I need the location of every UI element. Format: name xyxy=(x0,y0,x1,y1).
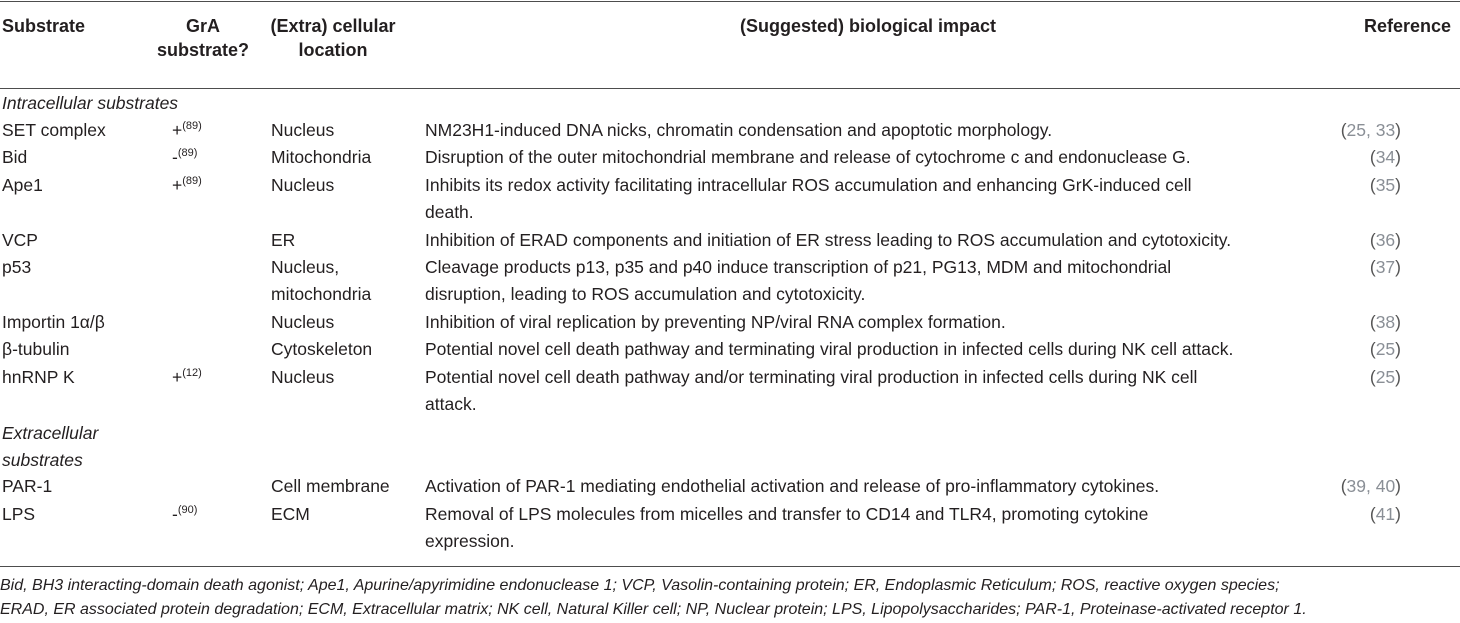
gra-sign: - xyxy=(172,147,178,167)
footnote-line-2: ERAD, ER associated protein degradation; ECM, Extracellular matrix; NK cell, Natural Killer cell; NP, Nuclear protein; LPS, Lipopolysaccharides; PAR-1, Proteinase-activated receptor 1. xyxy=(0,601,1307,618)
location-line: mitochondria xyxy=(271,284,372,304)
header-substrate: Substrate xyxy=(2,16,86,36)
substrate-name: Ape1 xyxy=(2,175,43,195)
substrate-name: Importin 1α/β xyxy=(2,312,105,332)
header-location-line2: location xyxy=(298,40,368,60)
table-footnote xyxy=(0,574,1460,622)
gra-citation: (89) xyxy=(182,175,202,187)
substrate-name: LPS xyxy=(2,504,36,524)
reference-open-paren: ( xyxy=(1369,257,1376,277)
reference-open-paren: ( xyxy=(1369,230,1376,250)
impact-line: Cleavage products p13, p35 and p40 induce transcription of p21, PG13, MDM and mitochondrial xyxy=(425,257,1172,277)
location-line: Nucleus, xyxy=(271,257,340,277)
impact-line: Potential novel cell death pathway and/or terminating viral production in infected cells during NK cell xyxy=(425,367,1198,387)
reference-cell xyxy=(0,144,1401,171)
reference-close-paren: ) xyxy=(1395,120,1401,140)
reference-open-paren: ( xyxy=(1369,312,1376,332)
substrate-name: hnRNP K xyxy=(2,367,75,387)
impact-line: death. xyxy=(425,202,474,222)
substrate-name: SET complex xyxy=(2,120,106,140)
header-gra-line2: substrate? xyxy=(156,40,250,60)
reference-close-paren: ) xyxy=(1395,476,1401,496)
gra-sign: + xyxy=(172,120,183,140)
reference-close-paren: ) xyxy=(1395,312,1401,332)
table-top-rule xyxy=(0,1,1460,2)
header-reference: Reference xyxy=(1364,16,1452,36)
header-location-line1: (Extra) cellular xyxy=(270,16,396,36)
reference-cell xyxy=(0,227,1401,254)
reference-close-paren: ) xyxy=(1395,230,1401,250)
section-intracellular: Intracellular substrates xyxy=(2,93,179,113)
gra-citation: (12) xyxy=(182,367,202,379)
reference-open-paren: ( xyxy=(1340,476,1347,496)
impact-line: Inhibition of ERAD components and initiation of ER stress leading to ROS accumulation and cytotoxicity. xyxy=(425,230,1232,250)
gra-citation: (89) xyxy=(177,147,198,159)
reference-close-paren: ) xyxy=(1395,504,1401,524)
impact-line: Inhibition of viral replication by preventing NP/viral RNA complex formation. xyxy=(425,312,1006,332)
location-line: Cell membrane xyxy=(271,476,390,496)
reference-link[interactable]: 34 xyxy=(1375,147,1396,167)
reference-cell xyxy=(0,117,1401,144)
reference-link[interactable]: 25 xyxy=(1375,367,1396,387)
substrate-name: VCP xyxy=(2,230,38,250)
substrate-name: p53 xyxy=(2,257,32,277)
gra-sign: + xyxy=(172,367,183,387)
reference-link[interactable]: 39, 40 xyxy=(1346,476,1396,496)
reference-link[interactable]: 25 xyxy=(1375,339,1396,359)
impact-line: Disruption of the outer mitochondrial membrane and release of cytochrome c and endonuclease G. xyxy=(425,147,1191,167)
location-line: Nucleus xyxy=(271,175,335,195)
reference-open-paren: ( xyxy=(1340,120,1347,140)
reference-link[interactable]: 36 xyxy=(1375,230,1396,250)
reference-open-paren: ( xyxy=(1369,339,1376,359)
gra-sign: - xyxy=(172,504,178,524)
reference-cell xyxy=(0,254,1401,281)
section-extracellular-line2: substrates xyxy=(2,450,83,470)
reference-close-paren: ) xyxy=(1395,339,1401,359)
impact-line: attack. xyxy=(425,394,477,414)
reference-close-paren: ) xyxy=(1395,257,1401,277)
header-gra-line1: GrA xyxy=(185,16,220,36)
impact-line: disruption, leading to ROS accumulation and cytotoxicity. xyxy=(425,284,866,304)
gra-citation: (90) xyxy=(177,504,198,516)
header-gra-substrate xyxy=(150,14,256,62)
reference-cell xyxy=(0,473,1401,500)
gra-sign: + xyxy=(172,175,183,195)
location-line: ECM xyxy=(271,504,310,524)
substrate-name: PAR-1 xyxy=(2,476,53,496)
reference-cell xyxy=(0,172,1401,199)
reference-open-paren: ( xyxy=(1369,147,1376,167)
reference-link[interactable]: 38 xyxy=(1375,312,1396,332)
header-location xyxy=(263,14,403,62)
reference-open-paren: ( xyxy=(1369,175,1376,195)
reference-close-paren: ) xyxy=(1395,175,1401,195)
reference-link[interactable]: 37 xyxy=(1375,257,1396,277)
reference-cell xyxy=(0,501,1401,528)
location-line: Nucleus xyxy=(271,367,335,387)
reference-cell xyxy=(0,364,1401,391)
impact-line: Removal of LPS molecules from micelles and transfer to CD14 and TLR4, promoting cytokine xyxy=(425,504,1149,524)
location-line: Nucleus xyxy=(271,312,335,332)
header-rule xyxy=(0,88,1460,89)
location-line: Nucleus xyxy=(271,120,335,140)
reference-cell xyxy=(0,309,1401,336)
location-line: ER xyxy=(271,230,296,250)
reference-link[interactable]: 25, 33 xyxy=(1346,120,1396,140)
reference-close-paren: ) xyxy=(1395,367,1401,387)
substrate-name: Bid xyxy=(2,147,28,167)
reference-link[interactable]: 35 xyxy=(1375,175,1396,195)
reference-close-paren: ) xyxy=(1395,147,1401,167)
location-line: Mitochondria xyxy=(271,147,372,167)
gra-citation: (89) xyxy=(182,120,202,132)
reference-open-paren: ( xyxy=(1369,367,1376,387)
reference-link[interactable]: 41 xyxy=(1375,504,1396,524)
impact-line: Potential novel cell death pathway and terminating viral production in infected cells during NK cell attack. xyxy=(425,339,1234,359)
reference-cell xyxy=(0,336,1401,363)
impact-line: Inhibits its redox activity facilitating intracellular ROS accumulation and enhancing GrK-induced cell xyxy=(425,175,1192,195)
location-line: Cytoskeleton xyxy=(271,339,373,359)
impact-line: NM23H1-induced DNA nicks, chromatin condensation and apoptotic morphology. xyxy=(425,120,1053,140)
table-bottom-rule xyxy=(0,566,1460,567)
footnote-line-1: Bid, BH3 interacting-domain death agonist; Ape1, Apurine/apyrimidine endonuclease 1; VCP, Vasolin-containing protein; ER, Endoplasmic Reticulum; ROS, reactive oxygen species; xyxy=(0,577,1280,594)
impact-line: expression. xyxy=(425,531,515,551)
substrate-name: β-tubulin xyxy=(2,339,70,359)
header-impact: (Suggested) biological impact xyxy=(740,16,997,36)
reference-open-paren: ( xyxy=(1369,504,1376,524)
section-extracellular-line1: Extracellular xyxy=(2,423,99,443)
impact-line: Activation of PAR-1 mediating endothelial activation and release of pro-inflammatory cytokines. xyxy=(425,476,1160,496)
section-extracellular xyxy=(2,420,98,474)
